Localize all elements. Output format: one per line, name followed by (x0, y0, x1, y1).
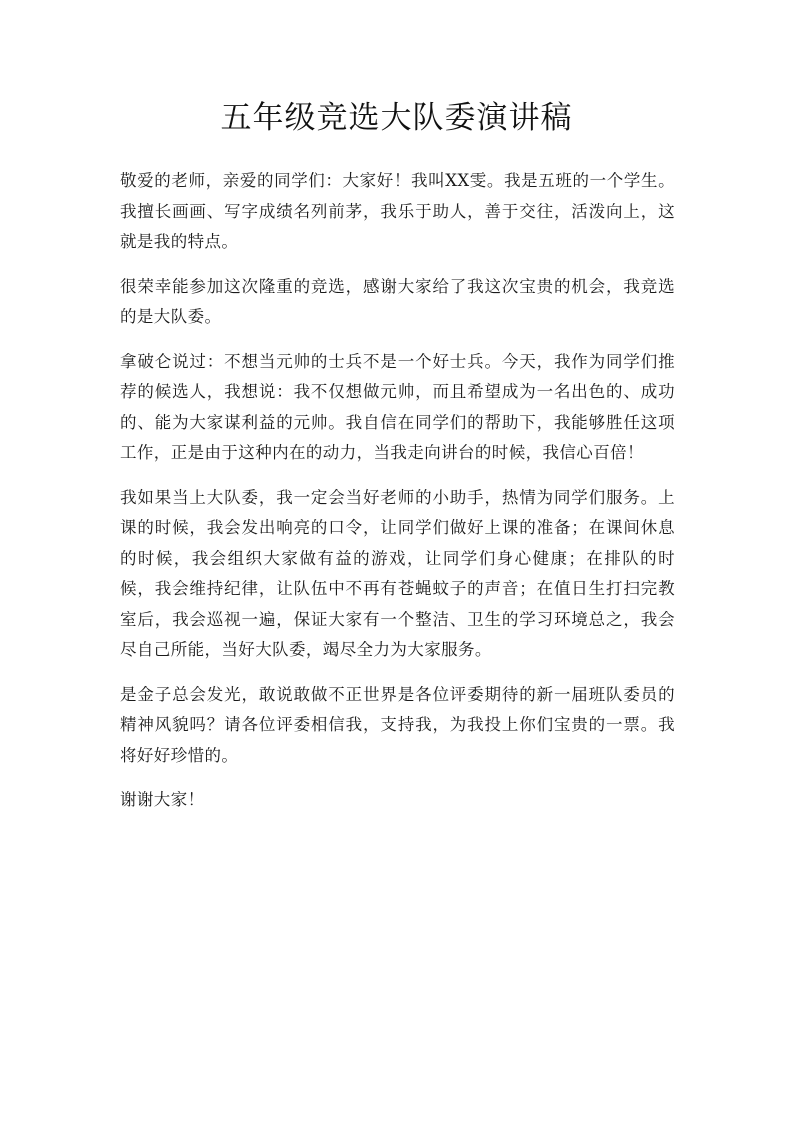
paragraph-honor: 很荣幸能参加这次隆重的竞选，感谢大家给了我这次宝贵的机会，我竞选的是大队委。 (120, 276, 675, 326)
paragraph-appeal: 是金子总会发光，敢说敢做不正世界是各位评委期待的新一届班队委员的精神风貌吗？请各位评委相信我，支持我，为我投上你们宝贵的一票。我将好好珍惜的。 (120, 684, 675, 765)
paragraph-promises: 我如果当上大队委，我一定会当好老师的小助手，热情为同学们服务。上课的时候，我会发出响亮的口令，让同学们做好上课的准备；在课间休息的时候，我会组织大家做有益的游戏，让同学们身心健康；在排队的时候，我会维持纪律，让队伍中不再有苍蝇蚊子的声音；在值日生打扫完教室后，我会巡视一遍，保证大家有一个整洁、卫生的学习环境总之，我会尽自己所能，当好大队委，竭尽全力为大家服务。 (120, 487, 675, 659)
document-title: 五年级竞选大队委演讲稿 (220, 100, 573, 136)
paragraph-greeting: 敬爱的老师，亲爱的同学们：大家好！我叫XX雯。我是五班的一个学生。我擅长画画、写字成绩名列前茅，我乐于助人，善于交往，活泼向上，这就是我的特点。 (120, 171, 675, 251)
paragraph-napoleon: 拿破仑说过：不想当元帅的士兵不是一个好士兵。今天，我作为同学们推荐的候选人，我想说：我不仅想做元帅，而且希望成为一名出色的、成功的、能为大家谋利益的元帅。我自信在同学们的帮助下，我能够胜任这项工作，正是由于这种内在的动力，当我走向讲台的时候，我信心百倍！ (120, 351, 675, 462)
document-body (120, 166, 675, 830)
paragraph-thanks: 谢谢大家！ (120, 790, 205, 809)
